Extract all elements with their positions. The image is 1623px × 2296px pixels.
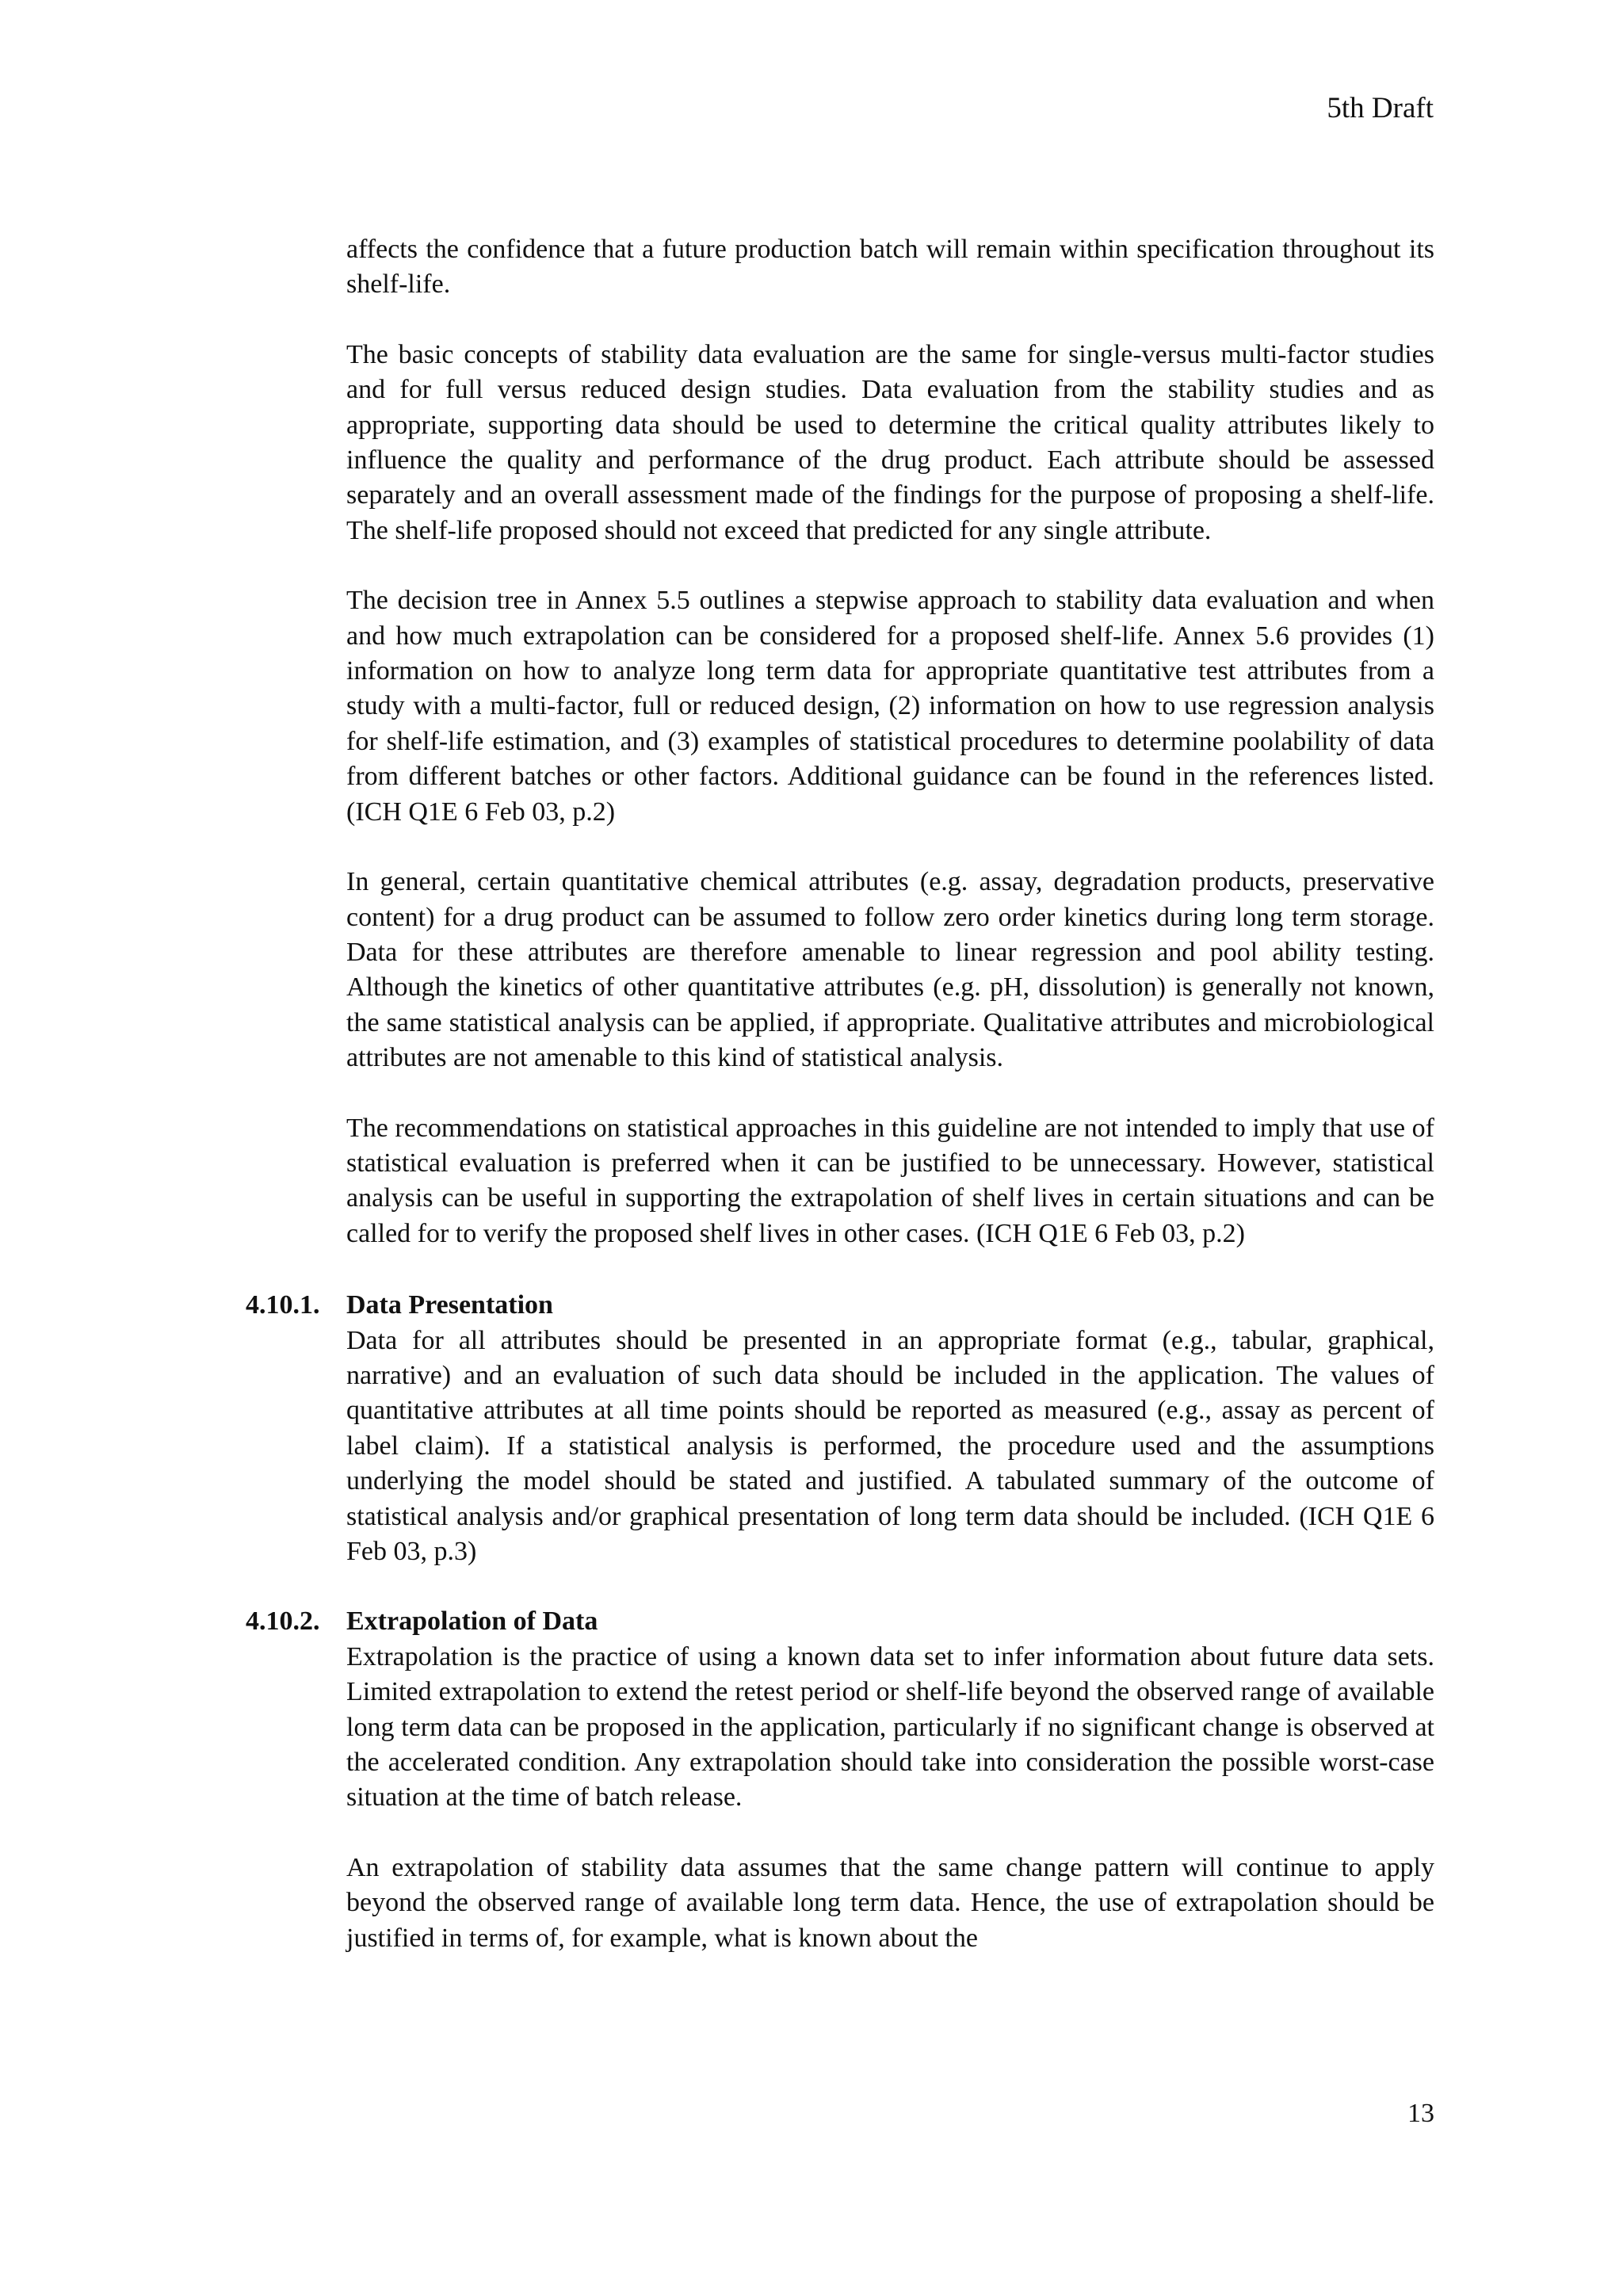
paragraph: The decision tree in Annex 5.5 outlines a stepwise approach to stability data evaluation and when and how much extrapolation can be considered for a proposed shelf-life. Annex 5.6 provides (1) information on how to analyze long term data for appropriate quantitative test attributes from a study with a multi-factor, full or reduced design, (2) information on how to use regression analysis for shelf-life estimation, and (3) examples of statistical procedures to determine poolability of data from different batches or other factors. Additional guidance can be found in the references listed. (ICH Q1E 6 Feb 03, p.2) <box>346 586 1434 827</box>
section-title: Data Presentation <box>346 1290 553 1320</box>
paragraph: Data for all attributes should be presented in an appropriate format (e.g., tabular, graphical, narrative) and an evaluation of such data should be included in the application. The values of quantitative attributes at all time points should be reported as measured (e.g., assay as percent of label claim). If a statistical analysis is performed, the procedure used and the assumptions underlying the model should be stated and justified. A tabulated summary of the outcome of statistical analysis and/or graphical presentation of long term data should be included. (ICH Q1E 6 Feb 03, p.3) <box>346 1325 1434 1566</box>
paragraph: affects the confidence that a future production batch will remain within specification throughout its shelf-life. <box>346 235 1434 300</box>
section-number: 4.10.2. <box>246 1606 320 1637</box>
section-number: 4.10.1. <box>246 1290 320 1320</box>
section-heading <box>246 1288 1434 1323</box>
draft-label: 5th Draft <box>1327 92 1434 124</box>
section-heading <box>246 1604 1434 1639</box>
paragraph: The basic concepts of stability data evaluation are the same for single-versus multi-factor studies and for full versus reduced design studies. Data evaluation from the stability studies and as appropriate, supporting data should be used to determine the critical quality attributes likely to influence the quality and performance of the drug product. Each attribute should be assessed separately and an overall assessment made of the findings for the purpose of proposing a shelf-life. The shelf-life proposed should not exceed that predicted for any single attribute. <box>346 339 1434 545</box>
section-data-presentation <box>246 1288 1434 1569</box>
page-number: 13 <box>1407 2099 1434 2128</box>
section-title: Extrapolation of Data <box>346 1606 598 1637</box>
paragraph: In general, certain quantitative chemical attributes (e.g. assay, degradation products, preservative content) for a drug product can be assumed to follow zero order kinetics during long term storage. Data for these attributes are therefore amenable to linear regression and pool ability testing. Although the kinetics of other quantitative attributes (e.g. pH, dissolution) is generally not known, the same statistical analysis can be applied, if appropriate. Qualitative attributes and microbiological attributes are not amenable to this kind of statistical analysis. <box>346 867 1434 1073</box>
paragraph: An extrapolation of stability data assumes that the same change pattern will continue to apply beyond the observed range of available long term data. Hence, the use of extrapolation should be justified in terms of, for example, what is known about the <box>346 1852 1434 1953</box>
document-body <box>246 232 1434 1991</box>
paragraph: Extrapolation is the practice of using a known data set to infer information about future data sets. Limited extrapolation to extend the retest period or shelf-life beyond the observed range of available long term data can be proposed in the application, particularly if no significant change is observed at the accelerated condition. Any extrapolation should take into consideration the possible worst-case situation at the time of batch release. <box>346 1641 1434 1813</box>
paragraph: The recommendations on statistical approaches in this guideline are not intended to imply that use of statistical evaluation is preferred when it can be justified to be unnecessary. However, statistical analysis can be useful in supporting the extrapolation of shelf lives in certain situations and can be called for to verify the proposed shelf lives in other cases. (ICH Q1E 6 Feb 03, p.2) <box>346 1113 1434 1248</box>
section-extrapolation-of-data <box>246 1604 1434 1956</box>
